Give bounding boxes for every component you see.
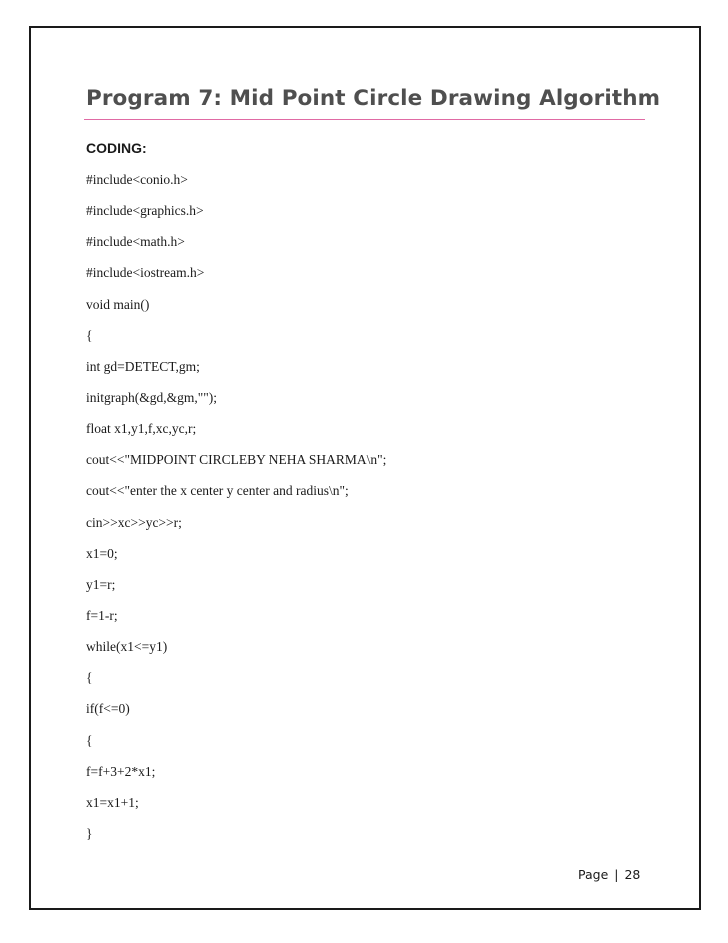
code-line: #include<conio.h>: [86, 172, 188, 187]
code-block: [86, 171, 386, 856]
code-line: #include<math.h>: [86, 234, 185, 250]
code-line: void main(): [86, 296, 150, 312]
title-underline: [84, 119, 645, 120]
code-line: int gd=DETECT,gm;: [86, 358, 200, 374]
code-line: x1=0;: [86, 545, 118, 561]
code-line: while(x1<=y1): [86, 639, 168, 655]
code-line: {: [86, 732, 93, 748]
code-line: if(f<=0): [86, 701, 130, 717]
code-line: x1=x1+1;: [86, 794, 139, 810]
page-number: 28: [624, 867, 641, 882]
code-line: {: [86, 670, 93, 686]
code-line: cin>>xc>>yc>>r;: [86, 514, 182, 530]
page-separator: |: [614, 867, 619, 882]
section-heading: CODING:: [86, 140, 147, 156]
code-line: float x1,y1,f,xc,yc,r;: [86, 421, 197, 437]
page-footer: [578, 867, 640, 882]
code-line: cout<<"enter the x center y center and radius\n";: [86, 483, 349, 499]
code-line: initgraph(&gd,&gm,"");: [86, 389, 218, 405]
code-line: cout<<"MIDPOINT CIRCLEBY NEHA SHARMA\n";: [86, 452, 387, 468]
code-line: f=1-r;: [86, 607, 118, 623]
code-line: #include<iostream.h>: [86, 265, 205, 281]
code-line: }: [86, 825, 93, 841]
code-line: {: [86, 327, 93, 343]
code-line: #include<graphics.h>: [86, 203, 204, 219]
code-line: f=f+3+2*x1;: [86, 763, 156, 779]
page-title: Program 7: Mid Point Circle Drawing Algorithm: [86, 86, 661, 111]
code-line: y1=r;: [86, 576, 116, 592]
page-label: Page: [578, 867, 609, 882]
